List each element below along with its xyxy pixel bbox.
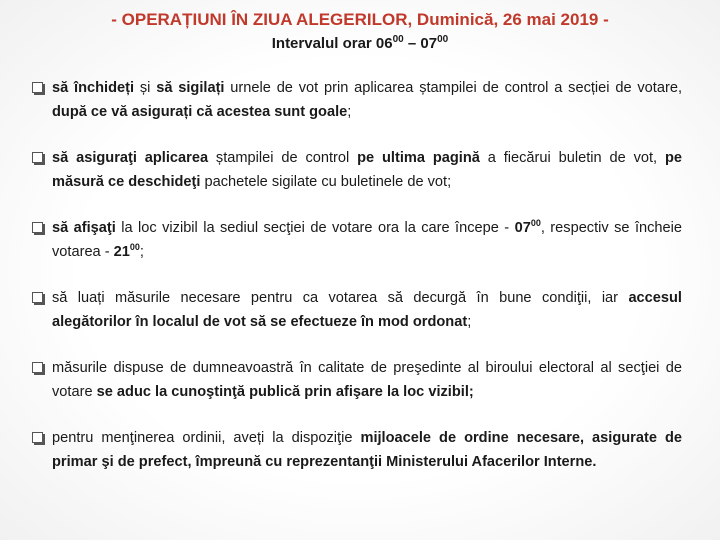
item-text: urnele de vot prin aplicarea ștampilei de control a secției de votare, — [224, 80, 683, 96]
item-sup: 00 — [530, 218, 541, 229]
list-item — [32, 286, 682, 334]
item-text: să sigilați — [156, 80, 225, 96]
item-text: ; — [467, 314, 472, 330]
list-item — [32, 216, 682, 264]
item-text: pentru menţinerea ordinii, aveți la dispoziţie — [52, 430, 361, 446]
item-text: 07 — [514, 220, 531, 236]
item-text: pachetele sigilate cu buletinele de vot; — [200, 174, 452, 190]
item-text: ștampilei de control — [208, 150, 358, 166]
item-text: pe măsură ce deschideţi — [52, 150, 682, 190]
item-text: să asiguraţi aplicarea — [52, 150, 209, 166]
interval-start-sup: 00 — [392, 34, 404, 45]
list-item — [32, 146, 682, 194]
checkbox-bullet-icon — [32, 152, 43, 163]
item-text: accesul alegătorilor în localul de vot să se efectueze în mod ordonat — [52, 290, 682, 330]
slide-title: - OPERAȚIUNI ÎN ZIUA ALEGERILOR, Duminică, 26 mai 2019 - — [111, 10, 609, 29]
checkbox-bullet-icon — [32, 222, 43, 233]
checkbox-bullet-icon — [32, 292, 43, 303]
item-text: să luați măsurile necesare pentru ca votarea să decurgă în bune condiţii, iar — [52, 290, 629, 306]
item-sup: 00 — [129, 242, 140, 253]
item-text: ; — [139, 244, 144, 260]
interval-end-sup: 00 — [437, 34, 449, 45]
checkbox-bullet-icon — [32, 362, 43, 373]
item-text: se aduc la cunoştinţă publică prin afişare la loc vizibil; — [96, 384, 474, 400]
checkbox-bullet-icon — [32, 432, 43, 443]
interval-text: Intervalul orar 06 — [271, 35, 393, 52]
item-text: , respectiv se încheie votarea - — [52, 220, 683, 260]
list-item — [32, 356, 682, 404]
item-text: pe ultima pagină — [357, 150, 480, 166]
list-item — [32, 76, 682, 124]
list-item — [32, 426, 682, 474]
checkbox-bullet-icon — [32, 82, 43, 93]
interval-mid: – 07 — [403, 35, 438, 52]
item-text: măsurile dispuse de dumneavoastră în calitate de preşedinte al biroului electoral al secţiei de votare — [52, 360, 682, 400]
item-text: 21 — [113, 244, 130, 260]
time-interval — [0, 35, 720, 52]
operations-list — [32, 76, 682, 474]
item-text: să închideți — [52, 80, 135, 96]
item-text: la loc vizibil la sediul secţiei de votare ora la care începe - — [115, 220, 515, 236]
item-text: mijloacele de ordine necesare, asigurate de primar şi de prefect, împreună cu reprezentanţii Ministerului Afacerilor Interne. — [52, 430, 682, 470]
item-text: după ce vă asigurați că acestea sunt goale — [52, 104, 348, 120]
item-text: ; — [347, 104, 352, 120]
item-text: a fiecărui buletin de vot, — [479, 150, 665, 166]
item-text: să afişaţi — [52, 220, 116, 236]
item-text: și — [134, 80, 157, 96]
